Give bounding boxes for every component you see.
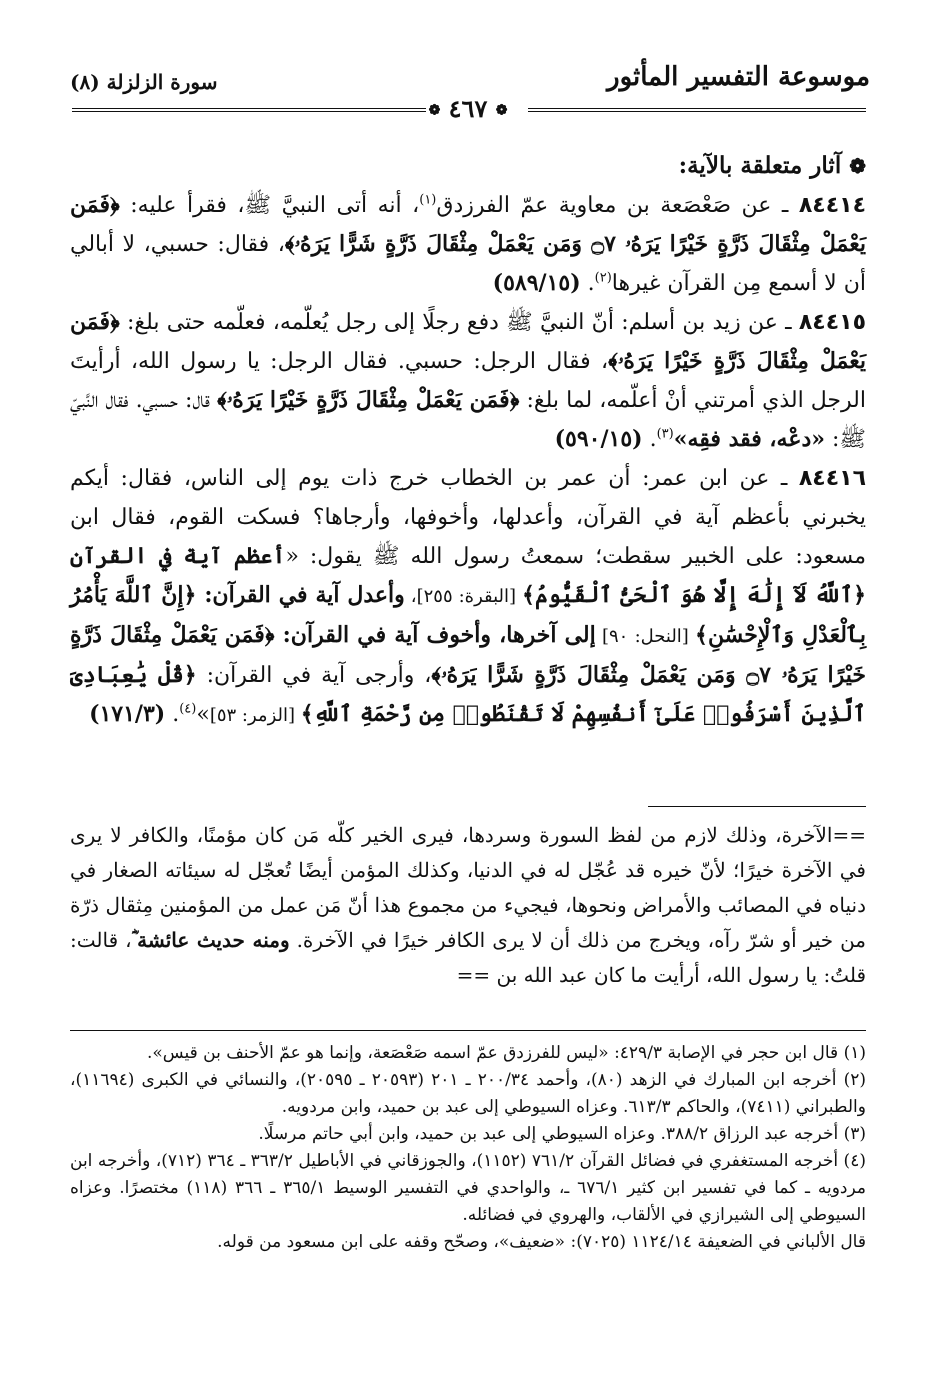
continuation-text: الآخرة، وذلك لازم من لفظ السورة وسردها، فيرى الخير كلّه مَن كان مؤمنًا، والكافر لا يرى في الآخرة خيرًا؛ لأنّ خيره قد عُجّل له في الدنيا، وكذلك المؤمن أيضًا تُعجّل له سيئاته الصغار في دنياه في المصائب والأمراض ونحوها، فيجيء من مجموع هذا أنّ مَن عمل من المؤمنين مِثقال ذرّة من خير أو شرّ رآه، ويخرج من ذلك أن لا يرى الكافر خيرًا في الآخرة. xyxy=(70,823,867,952)
quran-quote: ﴿فَمَن يَعْمَلْ مِثْقَالَ ذَرَّةٍ خَيْرًا يَرَهُۥ ۝٧ وَمَن يَعْمَلْ مِثْقَالَ ذَرَّةٍ شَرًّا يَرَهُۥ﴾ xyxy=(70,622,866,688)
surah-label: سورة الزلزلة (٨) xyxy=(70,70,218,94)
footnote-3: (٣) أخرجه عبد الرزاق ٣٨٨/٢. وعزاه السيوطي إلى عبد بن حميد، وابن أبي حاتم مرسلًا. xyxy=(258,1124,866,1144)
entry-text: . xyxy=(580,271,595,296)
quran-quote: ﴿إِنَّ ٱللَّهَ يَأْمُرُ بِٱلْعَدْلِ وَٱلْإِحْسَٰنِ﴾ xyxy=(70,582,866,648)
entry-text: قال: حسبي. فقال النَّبيّ ﷺ: xyxy=(70,388,866,452)
quran-quote: ﴿فَمَن يَعْمَلْ مِثْقَالَ ذَرَّةٍ خَيْرًا يَرَهُۥ﴾ xyxy=(217,387,520,413)
surah-reference: [الزمر: ٥٣] xyxy=(209,705,301,726)
entry-number: ٨٤٤١٤ xyxy=(798,193,866,218)
continuation-note xyxy=(70,818,866,993)
hadith-quote: أعظم آية في القرآن xyxy=(70,543,286,569)
header-rule-right xyxy=(528,108,866,112)
entry-text: . xyxy=(642,427,657,452)
footnote-marker: (٤) xyxy=(179,701,197,717)
volume-reference: (٥٩٠/١٥) xyxy=(554,426,643,452)
continuation-text: ، قالت: قلتُ: يا رسول الله، أرأيت ما كان عبد الله بن xyxy=(70,928,866,987)
ornament-icon: ❁ xyxy=(495,102,508,119)
continuation-trail: == xyxy=(456,963,491,987)
entry-text: ـ عن ابن عمر: أن عمر بن الخطاب خرج ذات يوم إلى الناس، فقال: أيكم يخبرني بأعظم آية في القرآن، وأعدلها، وأخوفها، وأرجاها؟ فسكت القوم، فقال ابن مسعود: على الخبير سقطت؛ سمعتُ رسول الله ﷺ يقول: « xyxy=(70,466,867,569)
entry-text: ، فقال الرجل: حسبي. فقال الرجل: يا رسول الله، أرأيتَ الرجل الذي أمرتني أنْ أعلّمه، لما بلغ: xyxy=(70,349,866,413)
footnote-2: (٢) أخرجه ابن المبارك في الزهد (٨٠)، وأحمد ٢٠٠/٣٤ ـ ٢٠١ (٢٠٥٩٣ ـ ٢٠٥٩٥)، والنسائي في الكبرى (١١٦٩٤)، والطبراني (٧٤١١)، والحاكم ٦١٣/٣. وعزاه السيوطي إلى عبد بن حميد، وابن مردويه. xyxy=(70,1070,866,1117)
footnotes xyxy=(70,1040,866,1256)
footnote-4-grading: قال الألباني في الضعيفة ١١٢٤/١٤ (٧٠٢٥): «ضعيف»، وصحّح وقفه على ابن مسعود من قوله. xyxy=(217,1232,866,1252)
quran-quote: ﴿ٱللَّهُ لَآ إِلَٰهَ إِلَّا هُوَ ٱلْحَىُّ ٱلْقَيُّومُ﴾ xyxy=(522,582,866,608)
entry-text: » xyxy=(196,702,210,727)
entry-text: ، وأرجى آية في القرآن: xyxy=(196,663,432,688)
quran-quote: ﴿فَمَن يَعْمَلْ مِثْقَالَ ذَرَّةٍ خَيْرًا يَرَهُۥ﴾ xyxy=(70,309,866,374)
entry-84414 xyxy=(70,186,866,303)
entry-84415 xyxy=(70,303,866,459)
footnote-4: (٤) أخرجه المستغفري في فضائل القرآن ٧٦١/٢ (١١٥٢)، والجوزقاني في الأباطيل ٣٦٣/٢ ـ ٣٦٤ (٧١٢)، وأخرجه ابن مردويه ـ كما في تفسير ابن كثير ٦٧٦/١ ـ، والواحدي في التفسير الوسيط ٣٦٥/١ ـ ٣٦٦ (١١٨) مختصرًا. وعزاه السيوطي إلى الشيرازي في الألقاب، والهروي في فضائله. xyxy=(70,1151,866,1225)
entry-text: ـ عن زيد بن أسلم: أنّ النبيَّ ﷺ دفع رجلًا إلى رجل يُعلّمه، فعلّمه حتى بلغ: xyxy=(119,310,799,335)
ornament-icon: ❁ xyxy=(428,102,441,119)
book-title: موسوعة التفسير المأثور xyxy=(607,62,870,92)
footnote-marker: (١) xyxy=(419,192,437,208)
section-title: آثار متعلقة بالآية: xyxy=(678,152,842,179)
section-heading xyxy=(70,146,866,186)
quran-quote: ﴿قُلْ يَٰعِبَادِىَ ٱلَّذِينَ أَسْرَفُوا۟ عَلَىٰٓ أَنفُسِهِمْ لَا تَقْنَطُوا۟ مِن رَّحْمَةِ ٱللَّهِ﴾ xyxy=(70,662,866,727)
hadith-quote: وأعدل آية في القرآن: xyxy=(196,582,405,608)
entry-84416 xyxy=(70,459,866,735)
page-number xyxy=(418,94,518,123)
footnote-1: (١) قال ابن حجر في الإصابة ٤٢٩/٣: «ليس للفرزدق عمّ اسمه صَعْصَعة، وإنما هو عمّ الأحنف بن قيس». xyxy=(147,1043,866,1063)
entry-number: ٨٤٤١٦ xyxy=(798,466,866,491)
hadith-quote: «دعْه، فقد فقِه» xyxy=(673,426,826,452)
page-number-value: ٤٦٧ xyxy=(448,94,488,123)
main-text xyxy=(70,146,866,735)
entry-text: ، فقال: حسبي، لا أبالي أن لا أسمع مِن القرآن غيرها xyxy=(70,232,866,296)
header-rule-left xyxy=(72,108,426,112)
volume-reference: (١٧١/٣) xyxy=(89,701,166,727)
notes-separator xyxy=(648,806,866,807)
surah-reference: [النحل: ٩٠] xyxy=(595,626,696,647)
entry-number: ٨٤٤١٥ xyxy=(798,310,866,335)
entry-text: ، أنه أتى النبيَّ ﷺ، فقرأ عليه: xyxy=(119,193,420,218)
volume-reference: (٥٨٩/١٥) xyxy=(492,270,581,296)
continuation-bold: ومنه حديث عائشة ؓ xyxy=(131,928,290,952)
footnote-marker: (٢) xyxy=(594,270,612,286)
continuation-lead: == xyxy=(832,823,866,847)
entry-text: . xyxy=(165,702,180,727)
hadith-quote: إلى آخرها، وأخوف آية في القرآن: xyxy=(274,622,596,648)
entry-text: ـ عن صَعْصَعة بن معاوية عمّ الفرزدق xyxy=(436,193,799,218)
footnotes-separator xyxy=(70,1030,866,1031)
footnote-marker: (٣) xyxy=(656,426,674,442)
flower-icon: ❁ xyxy=(849,154,866,178)
surah-reference: [البقرة: ٢٥٥]، xyxy=(404,586,523,607)
quran-quote: ﴿فَمَن يَعْمَلْ مِثْقَالَ ذَرَّةٍ خَيْرًا يَرَهُۥ ۝٧ وَمَن يَعْمَلْ مِثْقَالَ ذَرَّةٍ شَرًّا يَرَهُۥ﴾ xyxy=(70,192,866,257)
